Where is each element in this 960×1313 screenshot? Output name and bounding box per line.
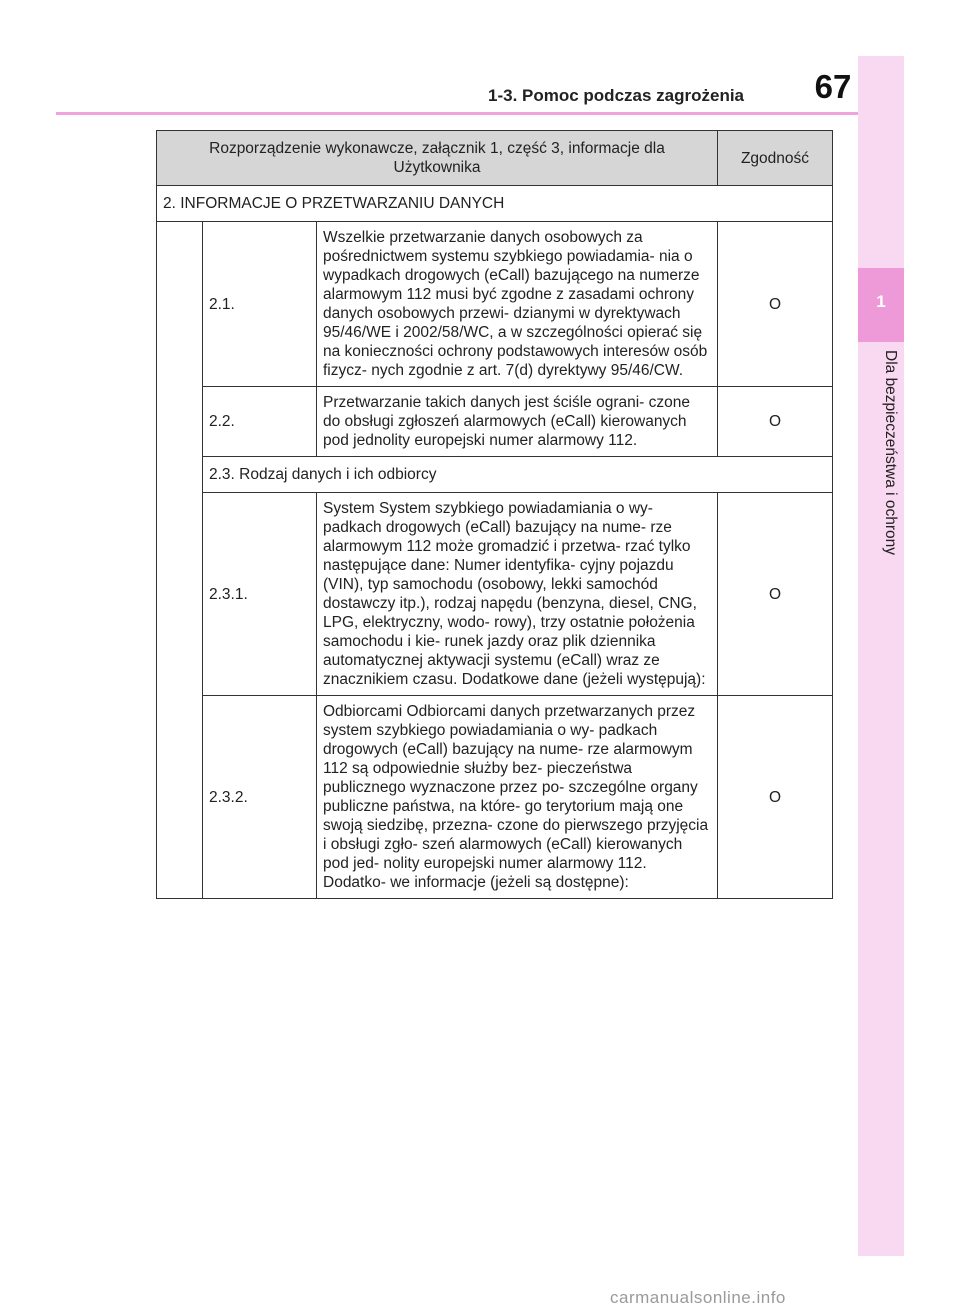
row-compliance-mark: O: [718, 387, 833, 457]
chapter-title: Dla bezpieczeństwa i ochrony: [882, 350, 899, 556]
table-row: [157, 222, 833, 387]
table-row: [157, 696, 833, 899]
table-header-compliance: Zgodność: [718, 131, 833, 186]
section-row: [157, 186, 833, 222]
row-description: Wszelkie przetwarzanie danych osobowych za pośrednictwem systemu szybkiego powiadamia- nia o wypadkach drogowych (eCall) bazującego na numerze alarmowym 112 musi być zgodne z zasadami ochrony danych osobowych przewi- dzianymi w dyrektywach 95/46/WE i 2002/58/WC, a w szczególności opierać się na konieczności ochrony podstawowych interesów osób fizycz- nych zgodnie z art. 7(d) dyrektywy 95/46/CW.: [317, 222, 718, 387]
indent-cell: [157, 222, 203, 899]
section-title: 1-3. Pomoc podczas zagrożenia: [488, 86, 745, 105]
page-number: 67: [814, 68, 852, 105]
row-number: 2.1.: [203, 222, 317, 387]
watermark: carmanualsonline.info: [610, 1288, 786, 1307]
table-header-row: [157, 131, 833, 186]
table-row: [157, 387, 833, 457]
chapter-side-tab: [858, 56, 904, 1256]
header-divider: [56, 112, 858, 115]
row-number: 2.3.1.: [203, 493, 317, 696]
subsection-row: [157, 457, 833, 493]
regulation-table: [156, 130, 833, 899]
row-number: 2.3.2.: [203, 696, 317, 899]
table-row: [157, 493, 833, 696]
row-number: 2.2.: [203, 387, 317, 457]
row-description: Przetwarzanie takich danych jest ściśle ograni- czone do obsługi zgłoszeń alarmowych (eCall) kierowanych pod jednolity europejski numer alarmowy 112.: [317, 387, 718, 457]
row-compliance-mark: O: [718, 696, 833, 899]
table-header-regulation: Rozporządzenie wykonawcze, załącznik 1, część 3, informacje dla Użytkownika: [157, 131, 718, 186]
row-compliance-mark: O: [718, 493, 833, 696]
subsection-heading: 2.3. Rodzaj danych i ich odbiorcy: [203, 457, 833, 493]
row-compliance-mark: O: [718, 222, 833, 387]
row-description: System System szybkiego powiadamiania o wy- padkach drogowych (eCall) bazujący na nume- rze alarmowym 112 może gromadzić i przetwa- rzać tylko następujące dane: Numer identyfika- cyjny pojazdu (VIN), typ samochodu (osobowy, lekki samochód dostawczy itp.), rodzaj napędu (benzyna, diesel, CNG, LPG, elektryczny, wodo- rowy), trzy ostatnie położenia samochodu i kie- runek jazdy oraz plik dziennika automatycznej aktywacji systemu (eCall) wraz ze znacznikiem czasu. Dodatkowe dane (jeżeli występują):: [317, 493, 718, 696]
row-description: Odbiorcami Odbiorcami danych przetwarzanych przez system szybkiego powiadamiania o wy- padkach drogowych (eCall) bazujący na nume- rze alarmowym 112 są odpowiednie służby bez- pieczeństwa publicznego wyznaczone przez po- szczególne organy publiczne państwa, na które- go terytorium mają one swoją siedzibę, przezna- czone do pierwszego przyjęcia i obsługi zgło- szeń alarmowych (eCall) kierowanych pod jed- nolity europejski numer alarmowy 112. Dodatko- we informacje (jeżeli są dostępne):: [317, 696, 718, 899]
chapter-number: 1: [876, 292, 886, 311]
section-heading: 2. INFORMACJE O PRZETWARZANIU DANYCH: [157, 186, 833, 222]
